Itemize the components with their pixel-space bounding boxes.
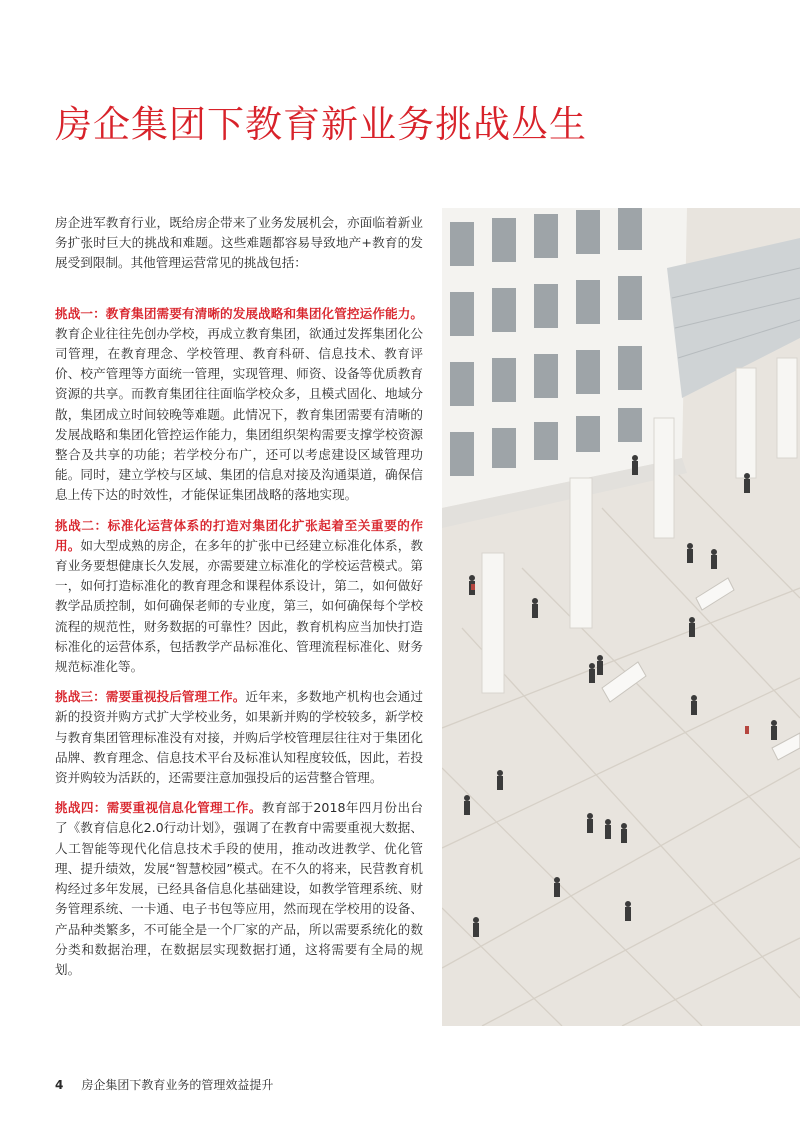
challenge-3-heading: 挑战三：需要重视投后管理工作。 (55, 689, 246, 705)
page-number: 4 (55, 1078, 64, 1092)
challenge-1-body: 教育企业往往先创办学校，再成立教育集团，欲通过发挥集团化公司管理，在教育理念、学校管理、教育科研、信息技术、教育评价、校产管理等方面统一管理，实现管理、师资、设备等优质教育资源的共享。而教育集团往往面临学校众多，且模式固化、地域分散，集团成立时间较晚等难题。此情况下，教育集团需要有清晰的发展战略和集团化管控运作能力，集团组织架构需要支撑学校资源整合及共享的功能；若学校分布广，还可以考虑建设区域管理功能。同时，建立学校与区域、集团的信息对接及沟通渠道，确保信息上传下达的时效性，才能保证集团战略的落地实现。 (55, 325, 423, 503)
intro-paragraph: 房企进军教育行业，既给房企带来了业务发展机会，亦面临着新业务扩张时巨大的挑战和难题。这些难题都容易导致地产+教育的发展受到限制。其他管理运营常见的挑战包括： (55, 215, 423, 271)
plaza-illustration (442, 208, 800, 1026)
page-title: 房企集团下教育新业务挑战丛生 (55, 103, 587, 146)
plaza-photo (442, 208, 800, 1026)
page-footer (55, 1077, 273, 1093)
challenge-4-heading: 挑战四：需要重视信息化管理工作。 (55, 800, 262, 816)
challenge-3 (55, 687, 423, 788)
challenge-3-body: 近年来，多数地产机构也会通过新的投资并购方式扩大学校业务，如果新并购的学校较多，新学校与教育集团管理标准没有对接，并购后学校管理层往往对于集团化品牌、教育理念、信息技术平台及标准认知程度较低，因此，若投资并购较为活跃的，还需要注意加强投后的运营整合管理。 (55, 689, 424, 786)
challenge-1-heading: 挑战一：教育集团需要有清晰的发展战略和集团化管控运作能力。 (55, 305, 423, 321)
challenge-2-heading: 挑战二：标准化运营体系的打造对集团化扩张起着至关重要的作用。 (55, 517, 423, 553)
challenge-4-body: 教育部于2018年四月份出台了《教育信息化2.0行动计划》，强调了在教育中需要重视大数据、人工智能等现代化信息技术手段的使用，推动改进教学、优化管理、提升绩效，发展“智慧校园”模式。在不久的将来，民营教育机构经过多年发展，已经具备信息化基础建设，如教学管理系统、财务管理系统、一卡通、电子书包等应用，然而现在学校用的设备、产品种类繁多，不可能全是一个厂家的产品，所以需要系统化的数分类和数据治理，在数据层实现数据打通，这将需要有全局的规划。 (55, 800, 423, 977)
challenge-4 (55, 798, 423, 980)
challenge-2 (55, 516, 423, 678)
challenge-2-body: 如大型成熟的房企，在多年的扩张中已经建立标准化体系，教育业务要想健康长久发展，亦需要建立标准化的学校运营模式。第一，如何打造标准化的教育理念和课程体系设计，第二，如何做好教学品质控制，如何确保老师的专业度，第三，如何确保每个学校流程的规范性，财务数据的可靠性？因此，教育机构应当加快打造标准化的运营体系，包括教学产品标准化、管理流程标准化、财务规范标准化等。 (55, 537, 424, 675)
challenge-1 (55, 304, 423, 506)
article-body (55, 213, 423, 990)
footer-title: 房企集团下教育业务的管理效益提升 (81, 1078, 274, 1092)
